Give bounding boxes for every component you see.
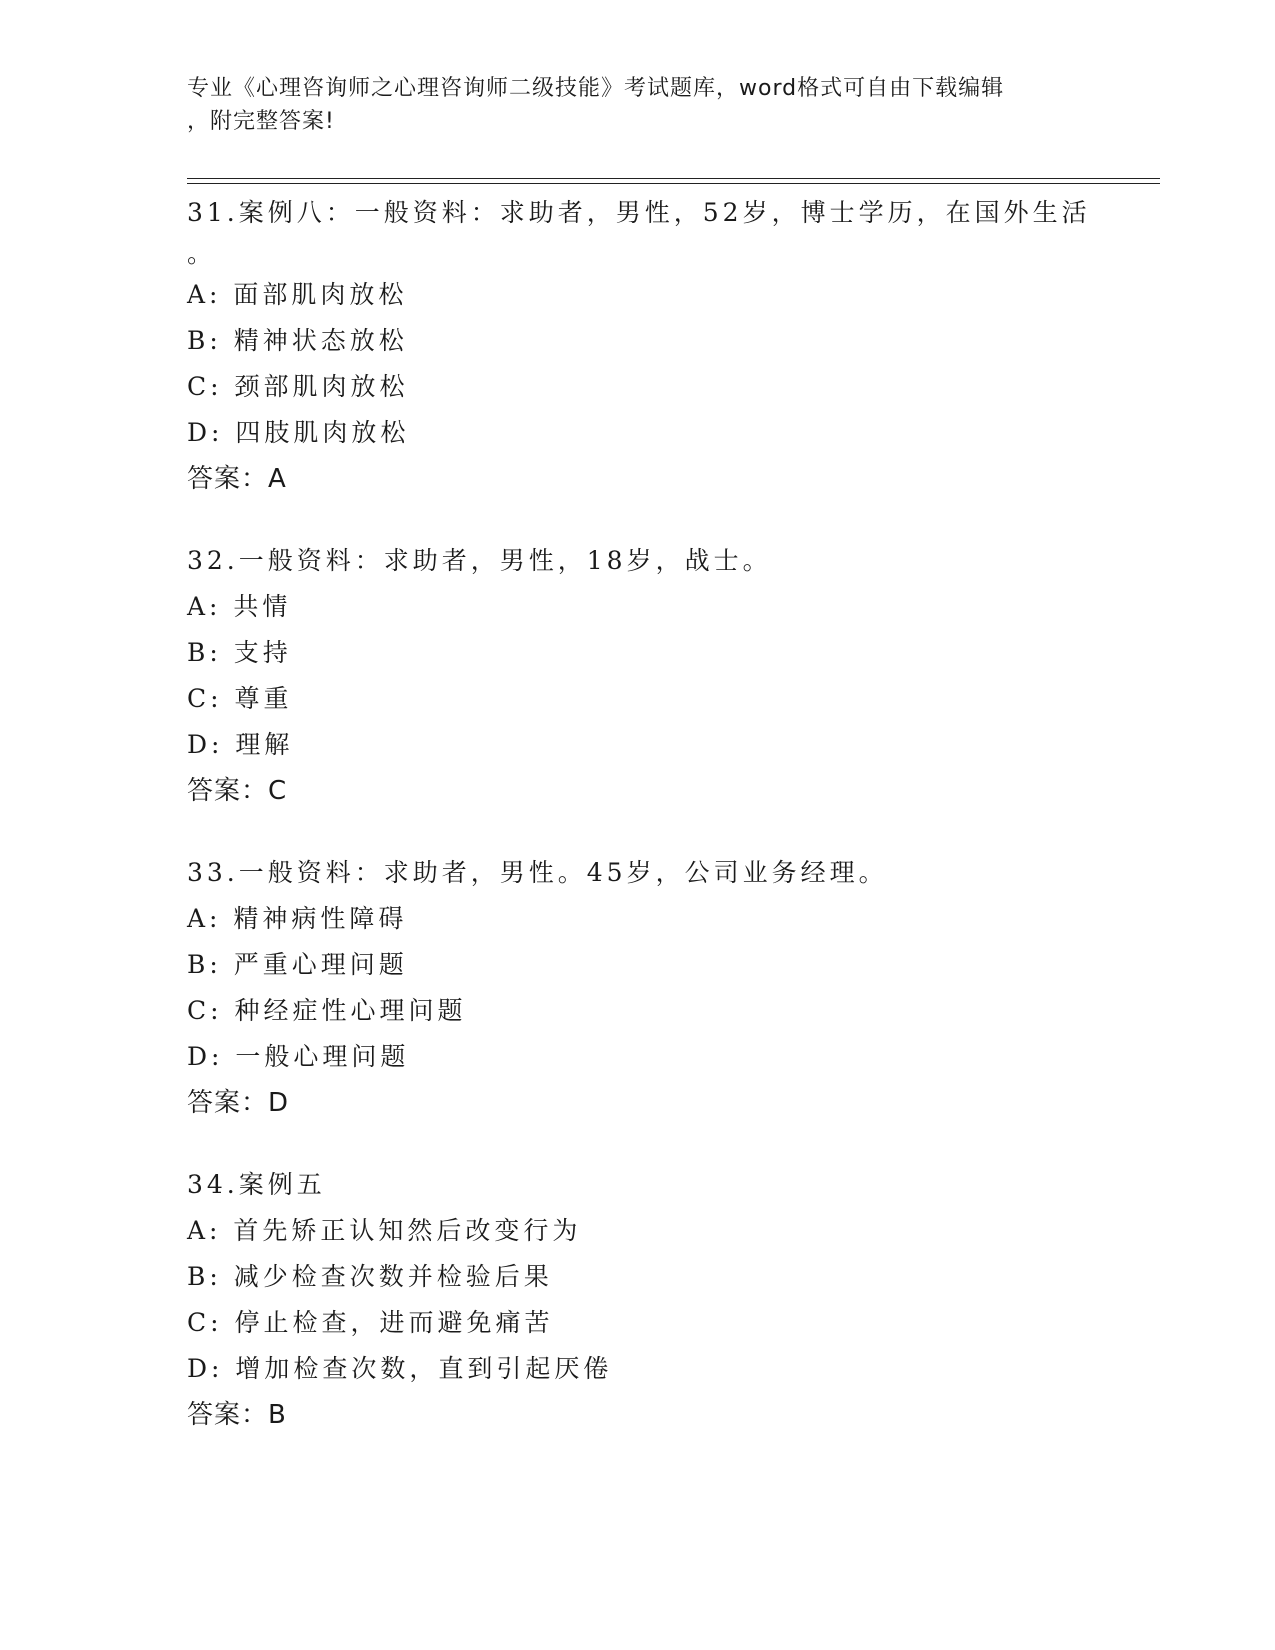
header-line-1: 专业《心理咨询师之心理咨询师二级技能》考试题库，word格式可自由下载编辑 xyxy=(187,76,1005,101)
answer: 答案：B xyxy=(187,1400,287,1430)
option-a: A: 共情 xyxy=(187,592,292,621)
answer: 答案：C xyxy=(187,776,288,806)
question-stem: 33.一般资料：求助者，男性。45岁，公司业务经理。 xyxy=(187,858,888,887)
option-c: C: 停止检查，进而避免痛苦 xyxy=(187,1308,554,1337)
document-header xyxy=(187,72,1087,138)
option-b: B: 支持 xyxy=(187,638,292,667)
option-a: A: 首先矫正认知然后改变行为 xyxy=(187,1216,582,1245)
option-d: D: 增加检查次数，直到引起厌倦 xyxy=(187,1354,613,1383)
option-d: D: 一般心理问题 xyxy=(187,1042,410,1071)
option-b: B: 减少检查次数并检验后果 xyxy=(187,1262,553,1291)
question-list xyxy=(187,190,1147,1474)
question-31 xyxy=(187,190,1147,502)
header-line-2: ，附完整答案! xyxy=(187,109,335,134)
option-b: B: 严重心理问题 xyxy=(187,950,408,979)
question-stem: 31.案例八：一般资料：求助者，男性，52岁，博士学历，在国外生活 xyxy=(187,198,1091,227)
option-d: D: 理解 xyxy=(187,730,294,759)
answer: 答案：D xyxy=(187,1088,290,1118)
header-divider-top xyxy=(187,178,1160,179)
header-divider-bottom xyxy=(187,183,1160,184)
question-stem: 34.案例五 xyxy=(187,1170,326,1199)
option-d: D: 四肢肌肉放松 xyxy=(187,418,410,447)
question-stem: 32.一般资料：求助者，男性，18岁，战士。 xyxy=(187,546,772,575)
option-b: B: 精神状态放松 xyxy=(187,326,408,355)
option-c: C: 种经症性心理问题 xyxy=(187,996,467,1025)
option-c: C: 颈部肌肉放松 xyxy=(187,372,409,401)
answer: 答案：A xyxy=(187,464,287,494)
option-a: A: 精神病性障碍 xyxy=(187,904,408,933)
question-32 xyxy=(187,538,1147,814)
option-c: C: 尊重 xyxy=(187,684,293,713)
question-34 xyxy=(187,1162,1147,1438)
question-stem-continuation: 。 xyxy=(187,239,217,268)
question-33 xyxy=(187,850,1147,1126)
option-a: A: 面部肌肉放松 xyxy=(187,280,408,309)
